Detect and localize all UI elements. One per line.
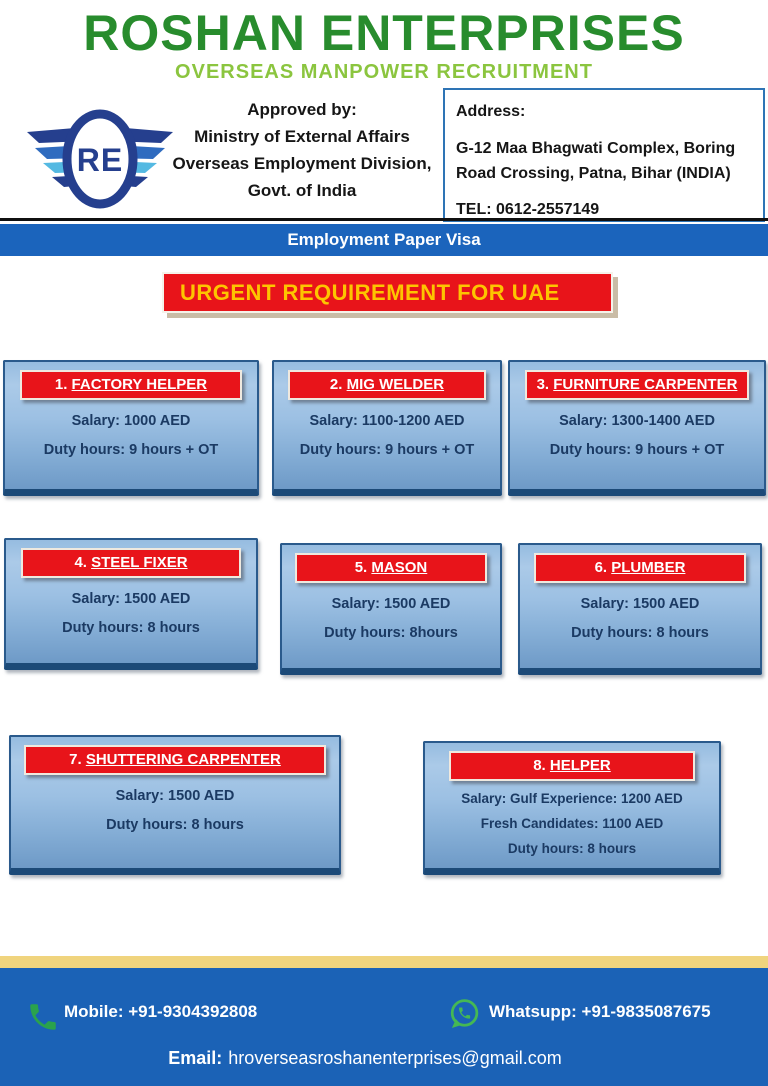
job-title-banner — [20, 370, 242, 400]
job-title: FACTORY HELPER — [71, 376, 208, 393]
job-title-banner — [288, 370, 487, 400]
job-number: 7. — [69, 751, 82, 768]
address-line: G-12 Maa Bhagwati Complex, Boring — [456, 140, 736, 157]
job-salary: Salary: 1300-1400 AED — [559, 413, 715, 429]
job-title: MASON — [371, 559, 428, 576]
job-title-banner — [24, 745, 326, 775]
job-title-banner — [534, 553, 745, 583]
approved-by-line: Overseas Employment Division, — [172, 154, 432, 173]
email-label: Email: — [168, 1048, 223, 1068]
job-card-helper — [423, 741, 721, 875]
job-card-plumber — [518, 543, 762, 675]
approved-by-line: Govt. of India — [247, 181, 357, 200]
job-card-mig-welder — [272, 360, 502, 496]
job-title-banner — [449, 751, 696, 781]
job-salary: Salary: 1500 AED — [331, 596, 451, 612]
divider-rule — [0, 218, 768, 221]
logo-monogram: RE — [76, 142, 124, 178]
job-duty-hours: Duty hours: 8 hours — [62, 620, 200, 636]
job-card-furniture-carpenter — [508, 360, 766, 496]
job-title-banner — [21, 548, 241, 578]
job-salary-fresher: Fresh Candidates: 1100 AED — [480, 816, 664, 831]
footer-gold-strip — [0, 956, 768, 968]
job-number: 3. — [536, 376, 550, 393]
address-label: Address: — [456, 103, 526, 120]
job-duty-hours: Duty hours: 9 hours + OT — [43, 442, 219, 458]
mobile-number: Mobile: +91-9304392808 — [64, 1002, 258, 1021]
job-number: 5. — [354, 559, 368, 576]
approved-by-line: Approved by: — [247, 100, 357, 119]
email-row — [0, 1048, 730, 1069]
job-number: 4. — [74, 554, 87, 571]
job-card-factory-helper — [3, 360, 259, 496]
job-duty-hours: Duty hours: 9 hours + OT — [549, 442, 725, 458]
whatsapp-icon — [447, 997, 481, 1031]
job-title: PLUMBER — [611, 559, 686, 576]
job-title: HELPER — [549, 757, 611, 774]
email-address: hroverseasroshanenterprises@gmail.com — [228, 1048, 562, 1068]
address-box — [443, 88, 765, 222]
job-title: STEEL FIXER — [91, 554, 188, 571]
job-duty-hours: Duty hours: 8 hours — [106, 817, 244, 833]
job-title-banner — [295, 553, 487, 583]
job-duty-hours: Duty hours: 9 hours + OT — [299, 442, 475, 458]
job-salary: Salary: 1500 AED — [115, 788, 235, 804]
job-card-steel-fixer — [4, 538, 258, 670]
job-number: 8. — [533, 757, 546, 774]
job-salary: Salary: 1000 AED — [71, 413, 191, 429]
visa-type-bar: Employment Paper Visa — [0, 224, 768, 256]
job-salary: Salary: 1500 AED — [580, 596, 700, 612]
approved-by-line: Ministry of External Affairs — [194, 127, 410, 146]
job-salary: Salary: 1100-1200 AED — [309, 413, 465, 429]
job-duty-hours: Duty hours: 8hours — [324, 625, 458, 641]
job-number: 6. — [594, 559, 608, 576]
job-duty-hours: Duty hours: 8 hours — [571, 625, 709, 641]
job-title: MIG WELDER — [346, 376, 445, 393]
address-line: Road Crossing, Patna, Bihar (INDIA) — [456, 165, 731, 182]
telephone-number: TEL: 0612-2557149 — [456, 201, 600, 218]
whatsapp-number: Whatsupp: +91-9835087675 — [489, 1002, 711, 1021]
re-wings-logo-icon — [24, 104, 176, 214]
job-title-banner — [525, 370, 749, 400]
phone-icon — [26, 1000, 60, 1034]
job-duty-hours: Duty hours: 8 hours — [507, 841, 637, 856]
company-title: ROSHAN ENTERPRISES — [83, 5, 685, 61]
job-salary-experienced: Salary: Gulf Experience: 1200 AED — [461, 791, 683, 806]
job-salary: Salary: 1500 AED — [71, 591, 191, 607]
job-number: 2. — [329, 376, 343, 393]
job-card-shuttering-carpenter — [9, 735, 341, 875]
approved-by-block — [156, 96, 448, 204]
job-card-mason — [280, 543, 502, 675]
company-subtitle: OVERSEAS MANPOWER RECRUITMENT — [175, 61, 593, 83]
job-number: 1. — [54, 376, 68, 393]
urgent-requirement-banner: URGENT REQUIREMENT FOR UAE — [162, 272, 613, 313]
job-title: SHUTTERING CARPENTER — [85, 751, 281, 768]
job-title: FURNITURE CARPENTER — [553, 376, 738, 393]
